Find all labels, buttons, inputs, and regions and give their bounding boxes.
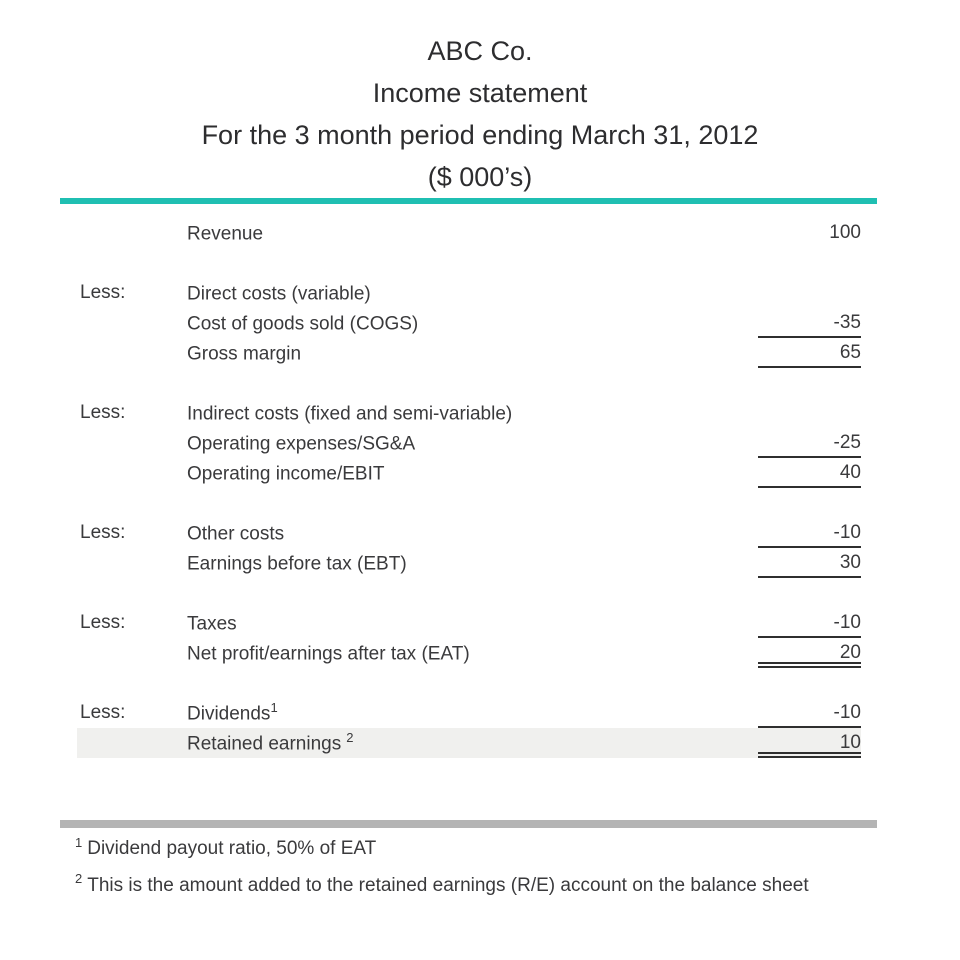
statement-row bbox=[77, 728, 861, 758]
units-line: ($ 000’s) bbox=[427, 162, 533, 192]
footnote-marker: 1 bbox=[270, 699, 278, 715]
row-label: Operating expenses/SG&A bbox=[187, 433, 416, 455]
row-label: Retained earnings $^2$ bbox=[187, 729, 354, 755]
row-prefix: Less: bbox=[80, 402, 126, 423]
row-label: Taxes bbox=[187, 613, 237, 635]
footnotes bbox=[75, 828, 960, 901]
statement-header bbox=[0, 0, 960, 198]
row-value: 20 bbox=[758, 638, 861, 668]
statement-row bbox=[77, 698, 861, 728]
row-label: Dividends$^1$ bbox=[187, 699, 278, 725]
statement-row bbox=[77, 458, 861, 488]
statement-row bbox=[77, 398, 861, 428]
row-value: -10 bbox=[758, 698, 861, 728]
statement-row bbox=[77, 428, 861, 458]
statement-row bbox=[77, 548, 861, 578]
footnote-1-text: Dividend payout ratio, 50% of EAT bbox=[87, 838, 377, 860]
row-value: -35 bbox=[758, 308, 861, 338]
row-prefix: Less: bbox=[80, 702, 126, 723]
row-label: Direct costs (variable) bbox=[187, 283, 371, 305]
row-label: Cost of goods sold (COGS) bbox=[187, 313, 419, 335]
income-statement-table bbox=[0, 204, 960, 758]
statement-row bbox=[77, 218, 861, 248]
footnote-divider bbox=[60, 820, 877, 828]
statement-title: Income statement bbox=[372, 78, 588, 108]
company-name: ABC Co. bbox=[427, 36, 533, 66]
row-label: Other costs bbox=[187, 523, 285, 545]
row-label: Operating income/EBIT bbox=[187, 463, 385, 485]
statement-row bbox=[77, 638, 861, 668]
statement-row bbox=[77, 278, 861, 308]
row-value bbox=[758, 398, 861, 428]
statement-row bbox=[77, 308, 861, 338]
row-prefix: Less: bbox=[80, 522, 126, 543]
row-value: 65 bbox=[758, 338, 861, 368]
row-label: Net profit/earnings after tax (EAT) bbox=[187, 643, 470, 665]
row-prefix: Less: bbox=[80, 612, 126, 633]
footnote-2-text: This is the amount added to the retained earnings (R/E) account on the balance sheet bbox=[87, 874, 809, 896]
statement-row bbox=[77, 608, 861, 638]
row-label: Revenue bbox=[187, 223, 264, 245]
period-line: For the 3 month period ending March 31, 2012 bbox=[201, 120, 759, 150]
row-value: 30 bbox=[758, 548, 861, 578]
row-value: -10 bbox=[758, 518, 861, 548]
row-value: 40 bbox=[758, 458, 861, 488]
row-value: -10 bbox=[758, 608, 861, 638]
footnote-1-marker: 1 bbox=[75, 835, 83, 850]
row-value: 100 bbox=[829, 222, 861, 243]
footnote-2-marker: 2 bbox=[75, 871, 83, 887]
row-value: -25 bbox=[758, 428, 861, 458]
statement-row bbox=[77, 518, 861, 548]
footnote-2 bbox=[75, 864, 960, 900]
row-label: Earnings before tax (EBT) bbox=[187, 553, 407, 575]
row-label: Indirect costs (fixed and semi-variable) bbox=[187, 403, 513, 425]
footnote-marker: 2 bbox=[346, 729, 354, 745]
row-label: Gross margin bbox=[187, 343, 302, 365]
footnote-1 bbox=[75, 828, 960, 864]
row-prefix: Less: bbox=[80, 282, 126, 303]
statement-row bbox=[77, 338, 861, 368]
row-value bbox=[758, 278, 861, 308]
row-value: 10 bbox=[758, 728, 861, 758]
